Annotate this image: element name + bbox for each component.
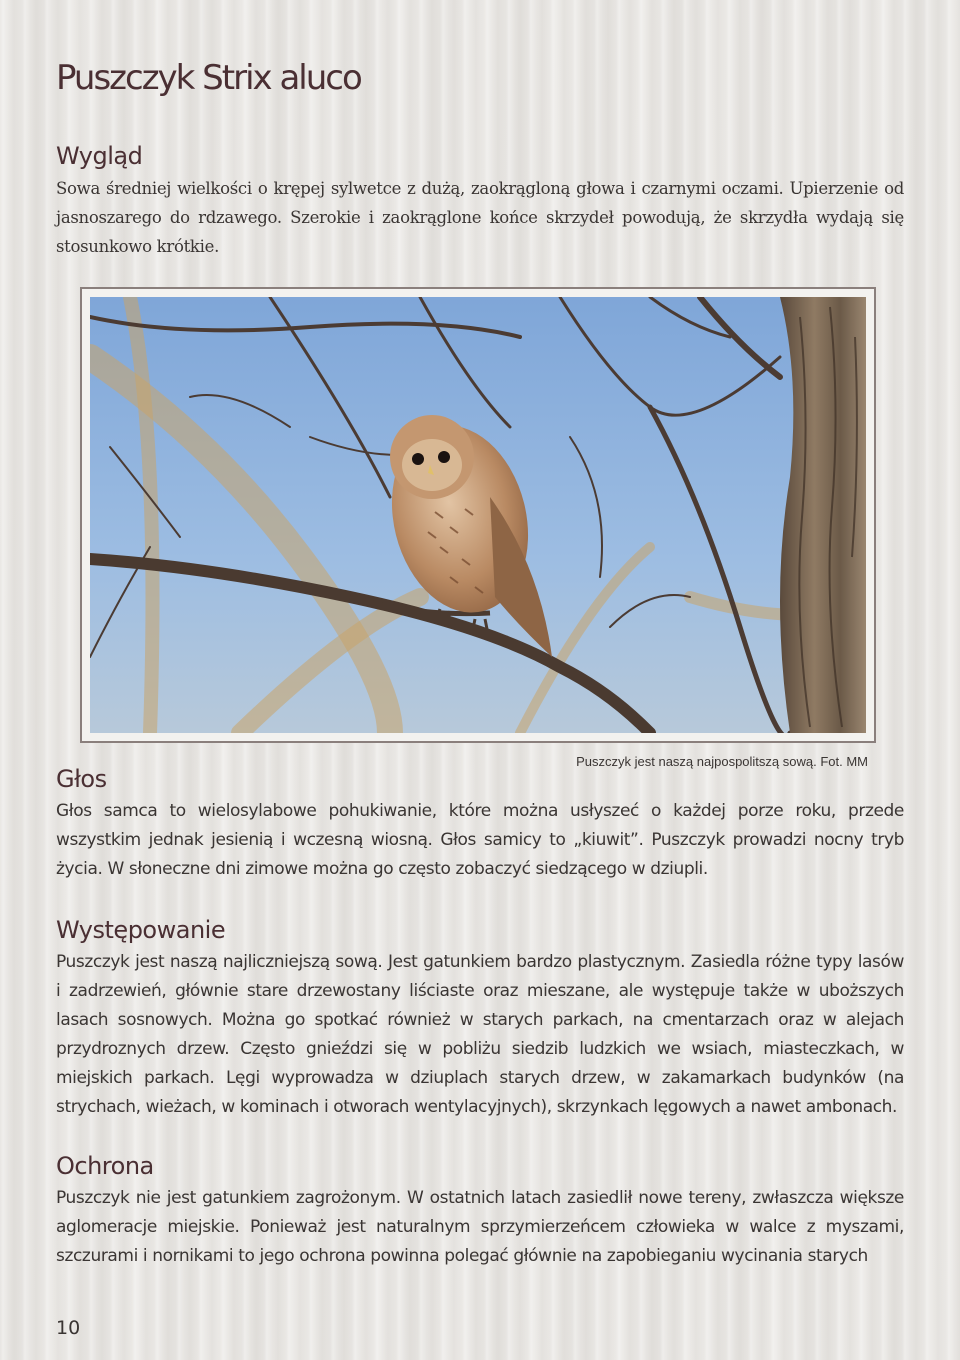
paragraph-wyglad: Sowa średniej wielkości o krępej sylwetce z dużą, zaokrągloną głowa i czarnymi oczami. Upierzenie od jasnoszarego do rdzawego. Szerokie i zaokrąglone końce skrzydeł powodują, że skrzydła wydają się stosunkowo krótkie. bbox=[56, 179, 904, 256]
page-title: Puszczyk Strix aluco bbox=[56, 58, 361, 98]
paragraph-ochrona: Puszczyk nie jest gatunkiem zagrożonym. W ostatnich latach zasiedlił nowe tereny, zwłaszcza większe aglomeracje miejskie. Ponieważ jest naturalnym sprzymierzeńcem człowieka w walce z myszami, szczurami i nornikami to jego ochrona powinna polegać głównie na zapobieganiu wycinania starych bbox=[56, 1188, 904, 1266]
heading-wystepowanie: Występowanie bbox=[56, 916, 226, 944]
paragraph-glos: Głos samca to wielosylabowe pohukiwanie, które można usłyszeć o każdej porze roku, przede wszystkim jednak jesienią i wczesną wiosną. Głos samicy to „kiuwit”. Puszczyk prowadzi nocny tryb życia. W słoneczne dni zimowe można go często zobaczyć siedzącego w dziupli. bbox=[56, 801, 904, 879]
heading-ochrona: Ochrona bbox=[56, 1152, 154, 1180]
page-number: 10 bbox=[56, 1317, 81, 1339]
heading-glos: Głos bbox=[56, 765, 107, 793]
owl-photo bbox=[90, 297, 866, 733]
heading-wyglad: Wygląd bbox=[56, 142, 143, 170]
paragraph-wystepowanie: Puszczyk jest naszą najliczniejszą sową. Jest gatunkiem bardzo plastycznym. Zasiedla różne typy lasów i zadrzewień, głównie stare drzewostany liściaste oraz mieszane, ale występuje także w uboższych lasach sosnowych. Można go spotkać również w starych parkach, na cmentarzach oraz w alejach przydroznych drzew. Często gnieździ się w pobliżu siedzib ludzkich we wsiach, miasteczkach, w miejskich parkach. Lęgi wyprowadza w dziuplach starych drzew, w zakamarkach budynków (na strychach, wieżach, w kominach i otworach wentylacyjnych), skrzynkach lęgowych a nawet ambonach. bbox=[56, 952, 904, 1117]
photo-caption: Puszczyk jest naszą najpospolitszą sową. Fot. MM bbox=[576, 754, 868, 769]
photo-frame bbox=[80, 287, 876, 743]
